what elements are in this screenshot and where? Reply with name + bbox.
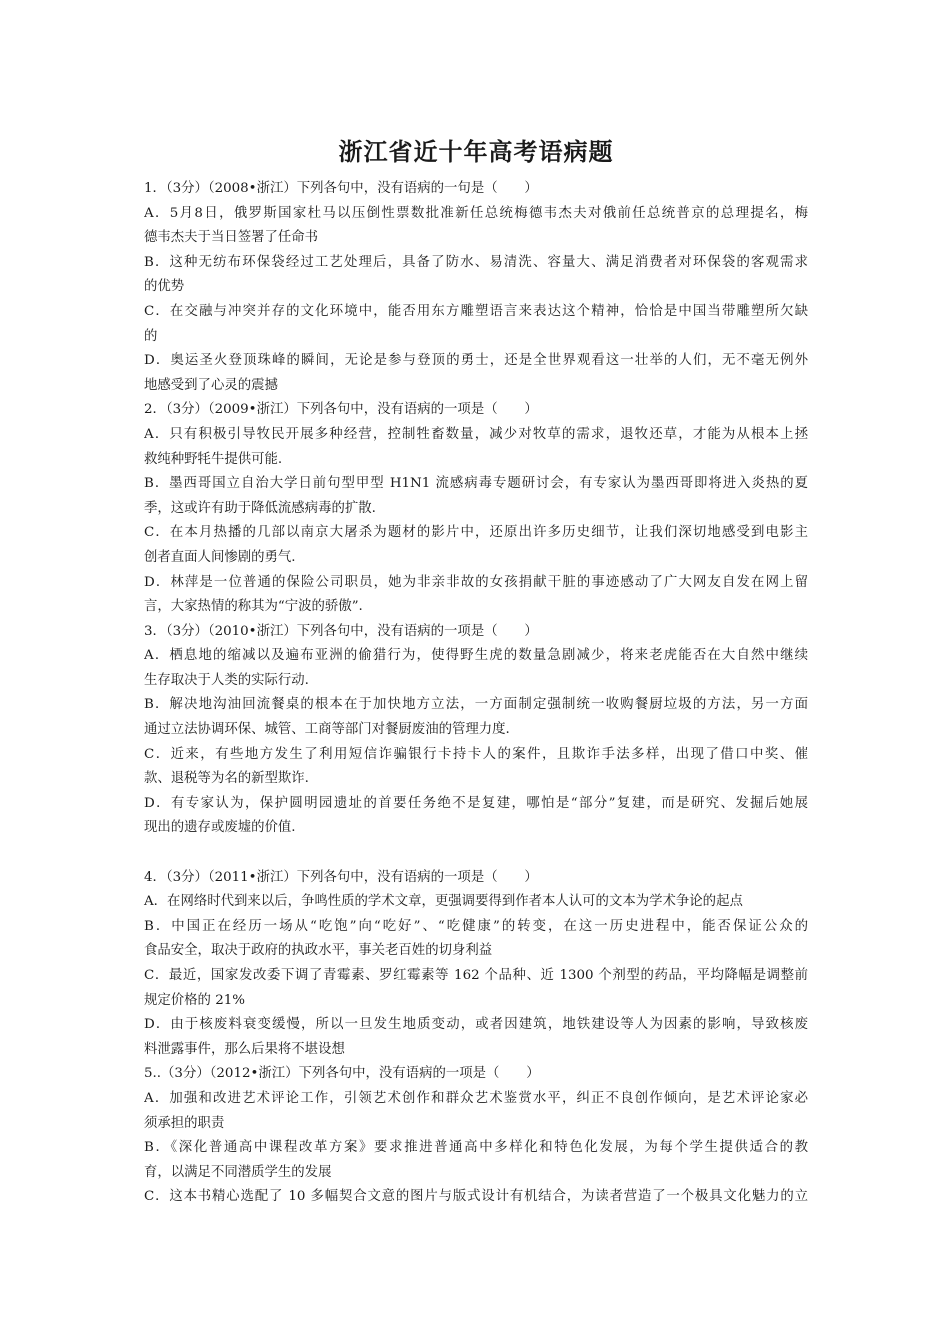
option-c-line-1: C．在本月热播的几部以南京大屠杀为题材的影片中，还原出许多历史细节，让我们深切地感受到电影主 [144,525,808,541]
question-stem: 2．（3分）（2009•浙江）下列各句中，没有语病的一项是（ ） [144,402,538,418]
option-c-line-2: 款、退税等为名的新型欺诈. [144,771,309,787]
option-c-line-1: C．最近，国家发改委下调了青霉素、罗红霉素等 162 个品种、近 1300 个剂型的药品，平均降幅是调整前 [144,968,808,983]
option-b-line-1: B．墨西哥国立自治大学日前句型甲型 H1N1 流感病毒专题研讨会，有专家认为墨西哥即将进入炎热的夏 [144,476,808,492]
option-b-line-2: 食品安全，取决于政府的执政水平，事关老百姓的切身利益 [144,943,493,959]
option-a-line-2: 德韦杰夫于当日签署了任命书 [144,230,319,246]
option-d-line-2: 地感受到了心灵的震撼 [144,377,278,393]
option-d-line-2: 言，大家热情的称其为“宁波的骄傲”. [144,599,363,615]
option-b-line-1: B．中国正在经历一场从“吃饱”向“吃好”、“吃健康”的转变，在这一历史进程中，能否保证公众的 [144,918,808,934]
question-stem: 5..（3分）（2012•浙江）下列各句中，没有语病的一项是（ ） [144,1066,540,1082]
option-d-line-2: 料泄露事件，那么后果将不堪设想 [144,1041,345,1057]
question-1 [144,177,808,398]
option-a-line-2: 救纯种野牦牛提供可能. [144,451,283,467]
option-a-line-1: A．加强和改进艺术评论工作，引领艺术创作和群众艺术鉴赏水平，纠正不良创作倾向，是艺术评论家必 [144,1090,808,1106]
option-a-line-1: A．只有积极引导牧民开展多种经营，控制牲畜数量，减少对牧草的需求，退牧还草，才能为从根本上拯 [144,426,808,442]
blank-line [144,841,808,866]
option-b-line-2: 通过立法协调环保、城管、工商等部门对餐厨废油的管理力度. [144,722,510,738]
document-title: 浙江省近十年高考语病题 [338,137,614,166]
question-5 [144,1062,808,1210]
option-c-line-2: 的 [144,328,158,344]
option-d-line-1: D．奥运圣火登顶珠峰的瞬间，无论是参与登顶的勇士，还是全世界观看这一壮举的人们，无不毫无例外 [144,353,808,369]
option-a-line-1: A．5月8日，俄罗斯国家杜马以压倒性票数批准新任总统梅德韦杰夫对俄前任总统普京的总理提名，梅 [144,205,808,221]
option-c-line-1: C．这本书精心选配了 10 多幅契合文意的图片与版式设计有机结合，为读者营造了一个极具文化魅力的立 [144,1189,808,1205]
option-b-line-1: B．《深化普通高中课程改革方案》要求推进普通高中多样化和特色化发展，为每个学生提供适合的教 [144,1140,808,1156]
option-d-line-1: D．由于核废料衰变缓慢，所以一旦发生地质变动，或者因建筑，地铁建设等人为因素的影响，导致核废 [144,1017,808,1033]
option-c-line-2: 规定价格的 21% [144,992,245,1008]
option-a-line-2: 须承担的职责 [144,1115,225,1131]
question-stem: 4．（3分）（2011•浙江）下列各句中，没有语病的一项是（ ） [144,869,538,885]
question-2 [144,398,808,619]
option-d-line-1: D．有专家认为，保护圆明园遗址的首要任务绝不是复建，哪怕是“部分”复建，而是研究、发掘后她展 [144,795,808,811]
option-a-line-1: A．栖息地的缩减以及遍布亚洲的偷猎行为，使得野生虎的数量急剧减少，将来老虎能否在大自然中继续 [144,648,808,664]
question-stem: 1．（3分）（2008•浙江）下列各句中，没有语病的一句是（ ） [144,181,538,196]
option-b-line-2: 季，这或许有助于降低流感病毒的扩散. [144,500,376,516]
question-stem: 3．（3分）（2010•浙江）下列各句中，没有语病的一项是（ ） [144,623,538,639]
option-c-line-1: C．近来，有些地方发生了利用短信诈骗银行卡持卡人的案件，且欺诈手法多样，出现了借口中奖、催 [144,746,808,762]
option-a-line-2: 生存取决于人类的实际行动. [144,672,309,688]
option-c-line-1: C．在交融与冲突并存的文化环境中，能否用东方雕塑语言来表达这个精神，恰恰是中国当带雕塑所欠缺 [144,303,808,319]
document-body [144,177,808,1210]
question-3 [144,620,808,841]
option-d-line-2: 现出的遗存或废墟的价值. [144,820,296,836]
option-b-line-1: B．这种无纺布环保袋经过工艺处理后，具备了防水、易清洗、容量大、满足消费者对环保袋的客观需求 [144,254,808,270]
option-b-line-2: 的优势 [144,279,185,295]
option-b-line-2: 育，以满足不同潜质学生的发展 [144,1164,332,1180]
question-4 [144,866,808,1063]
option-b-line-1: B．解决地沟油回流餐桌的根本在于加快地方立法，一方面制定强制统一收购餐厨垃圾的方法，另一方面 [144,697,808,713]
option-c-line-2: 创者直面人间惨剧的勇气. [144,549,296,565]
option-a-line-1: A．在网络时代到来以后，争鸣性质的学术文章，更强调要得到作者本人认可的文本为学术争论的起点 [144,894,743,910]
option-d-line-1: D．林萍是一位普通的保险公司职员，她为非亲非故的女孩捐献干脏的事迹感动了广大网友自发在网上留 [144,574,808,590]
